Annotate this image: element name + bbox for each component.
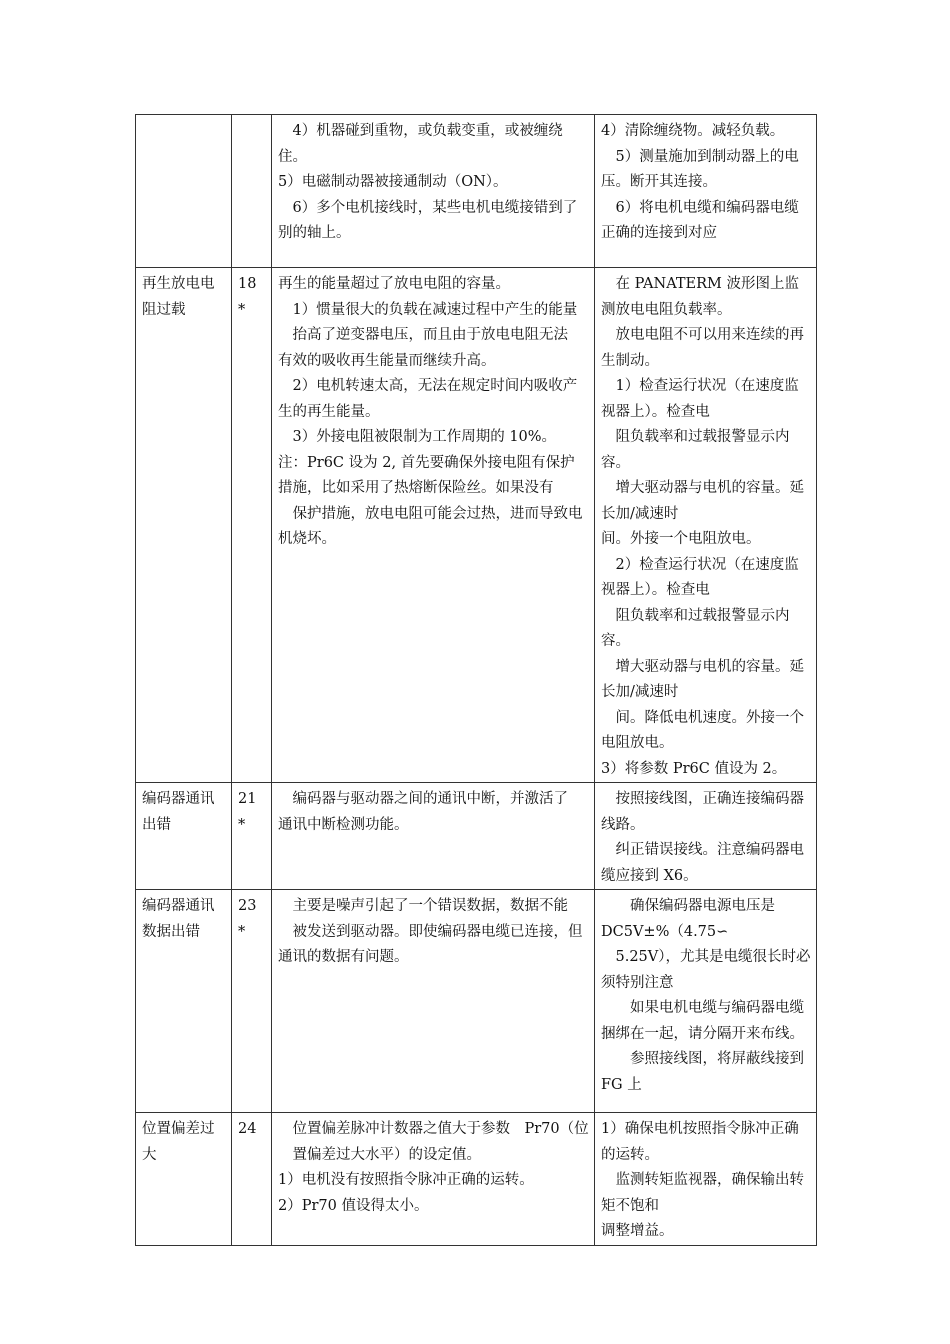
alarm-code-cell	[232, 890, 272, 1113]
cell-text-line: 4）清除缠绕物。减轻负载。	[601, 123, 785, 139]
cell-text-line: 监测转矩监视器，确保输出转矩不饱和	[601, 1172, 804, 1214]
alarm-name-cell	[136, 783, 232, 890]
cell-text-line: 抬高了逆变器电压，而且由于放电电阻无法	[278, 327, 568, 343]
cell-text-line: 位置偏差过大	[142, 1121, 215, 1163]
alarm-table-body	[136, 115, 817, 1246]
alarm-cause-cell	[272, 890, 595, 1113]
cell-text-line: 2）电机转速太高，无法在规定时间内吸收产	[278, 378, 578, 394]
cell-text-line: 4）机器碰到重物，或负载变重，或被缠绕住。	[278, 123, 563, 165]
alarm-action-cell	[595, 115, 817, 268]
cell-text-line: 1）确保电机按照指令脉冲正确的运转。	[601, 1121, 799, 1163]
table-row	[136, 268, 817, 783]
cell-text-line: 放电电阻不可以用来连续的再生制动。	[601, 327, 804, 369]
cell-text-line: *	[238, 923, 246, 940]
alarm-name-cell	[136, 115, 232, 268]
cell-text-line: 纠正错误接线。注意编码器电缆应接到 X6。	[601, 842, 804, 884]
cell-text-line: 间。外接一个电阻放电。	[601, 531, 761, 547]
cell-text-line: 18	[238, 276, 257, 292]
cell-text-line: 确保编码器电源电压是 DC5V±%（4.75∽	[601, 898, 780, 940]
cell-text-line: 再生的能量超过了放电电阻的容量。	[278, 276, 510, 292]
cell-text-line: 主要是噪声引起了一个错误数据，数据不能	[278, 898, 568, 914]
cell-text-line: 5.25V），尤其是电缆很长时必须特别注意	[601, 949, 811, 991]
alarm-cause-cell	[272, 783, 595, 890]
cell-text-line: 参照接线图，将屏蔽线接到 FG 上	[601, 1051, 809, 1093]
cell-text-line: 调整增益。	[601, 1223, 674, 1239]
alarm-action-cell	[595, 890, 817, 1113]
cell-text-line: *	[238, 816, 246, 833]
cell-text-line: 3）外接电阻被限制为工作周期的 10%。	[278, 429, 557, 445]
cell-text-line: 编码器通讯数据出错	[142, 898, 215, 940]
cell-text-line: 阻负载率和过载报警显示内容。	[601, 429, 790, 471]
alarm-cause-cell	[272, 268, 595, 783]
cell-text-line: 6）将电机电缆和编码器电缆正确的连接到对应	[601, 199, 799, 241]
alarm-name-cell	[136, 1113, 232, 1246]
cell-text-line: 如果电机电缆与编码器电缆捆绑在一起，请分隔开来布线。	[601, 1000, 804, 1042]
cell-text-line: 别的轴上。	[278, 225, 351, 241]
table-row	[136, 890, 817, 1113]
cell-text-line: 23	[238, 898, 257, 914]
cell-text-line: 2）检查运行状况（在速度监视器上）。检查电	[601, 556, 799, 598]
cell-text-line: 有效的吸收再生能量而继续升高。	[278, 352, 496, 369]
cell-text-line: 增大驱动器与电机的容量。延长加/减速时	[601, 480, 804, 522]
cell-text-line: 1）检查运行状况（在速度监视器上）。检查电	[601, 378, 799, 420]
table-row	[136, 1113, 817, 1246]
alarm-code-cell	[232, 1113, 272, 1246]
cell-text-line: 编码器通讯出错	[142, 791, 215, 833]
cell-text-line: 3）将参数 Pr6C 值设为 2。	[601, 760, 787, 777]
cell-text-line: 间。降低电机速度。外接一个电阻放电。	[601, 709, 804, 751]
alarm-cause-cell	[272, 115, 595, 268]
cell-text-line: 位置偏差脉冲计数器之值大于参数 Pr70（位	[278, 1121, 589, 1137]
alarm-cause-cell	[272, 1113, 595, 1246]
alarm-code-cell	[232, 268, 272, 783]
table-row	[136, 783, 817, 890]
cell-text-line: *	[238, 301, 246, 318]
alarm-action-cell	[595, 783, 817, 890]
cell-text-line: 通讯中断检测功能。	[278, 816, 409, 833]
cell-text-line: 增大驱动器与电机的容量。延长加/减速时	[601, 658, 804, 700]
cell-text-line: 5）电磁制动器被接通制动（ON）。	[278, 174, 508, 190]
alarm-code-cell	[232, 115, 272, 268]
alarm-name-cell	[136, 268, 232, 783]
alarm-name-cell	[136, 890, 232, 1113]
cell-text-line: 注：Pr6C 设为 2, 首先要确保外接电阻有保护措施，比如采用了热熔断保险丝。如果没有	[278, 454, 575, 496]
cell-text-line: 生的再生能量。	[278, 403, 380, 420]
alarm-code-cell	[232, 783, 272, 890]
cell-text-line: 置偏差过大水平）的设定值。	[278, 1146, 481, 1163]
cell-text-line: 2）Pr70 值设得太小。	[278, 1197, 429, 1214]
alarm-table	[135, 114, 817, 1246]
cell-text-line: 阻负载率和过载报警显示内容。	[601, 607, 790, 649]
cell-text-line: 编码器与驱动器之间的通讯中断，并激活了	[278, 791, 568, 807]
alarm-action-cell	[595, 268, 817, 783]
cell-text-line: 保护措施，放电电阻可能会过热，进而导致电机烧坏。	[278, 505, 583, 547]
cell-text-line: 被发送到驱动器。即使编码器电缆已连接，但通讯的数据有问题。	[278, 923, 583, 965]
cell-text-line: 再生放电电阻过载	[142, 276, 215, 318]
cell-text-line: 1）惯量很大的负载在减速过程中产生的能量	[278, 301, 578, 318]
cell-text-line: 在 PANATERM 波形图上监测放电电阻负载率。	[601, 276, 800, 318]
cell-text-line: 5）测量施加到制动器上的电压。断开其连接。	[601, 148, 799, 190]
table-row	[136, 115, 817, 268]
cell-text-line: 1）电机没有按照指令脉冲正确的运转。	[278, 1172, 534, 1188]
cell-text-line: 21	[238, 791, 257, 807]
cell-text-line: 6）多个电机接线时，某些电机电缆接错到了	[278, 199, 578, 216]
cell-text-line: 24	[238, 1121, 257, 1137]
alarm-action-cell	[595, 1113, 817, 1246]
cell-text-line: 按照接线图，正确连接编码器线路。	[601, 791, 804, 833]
